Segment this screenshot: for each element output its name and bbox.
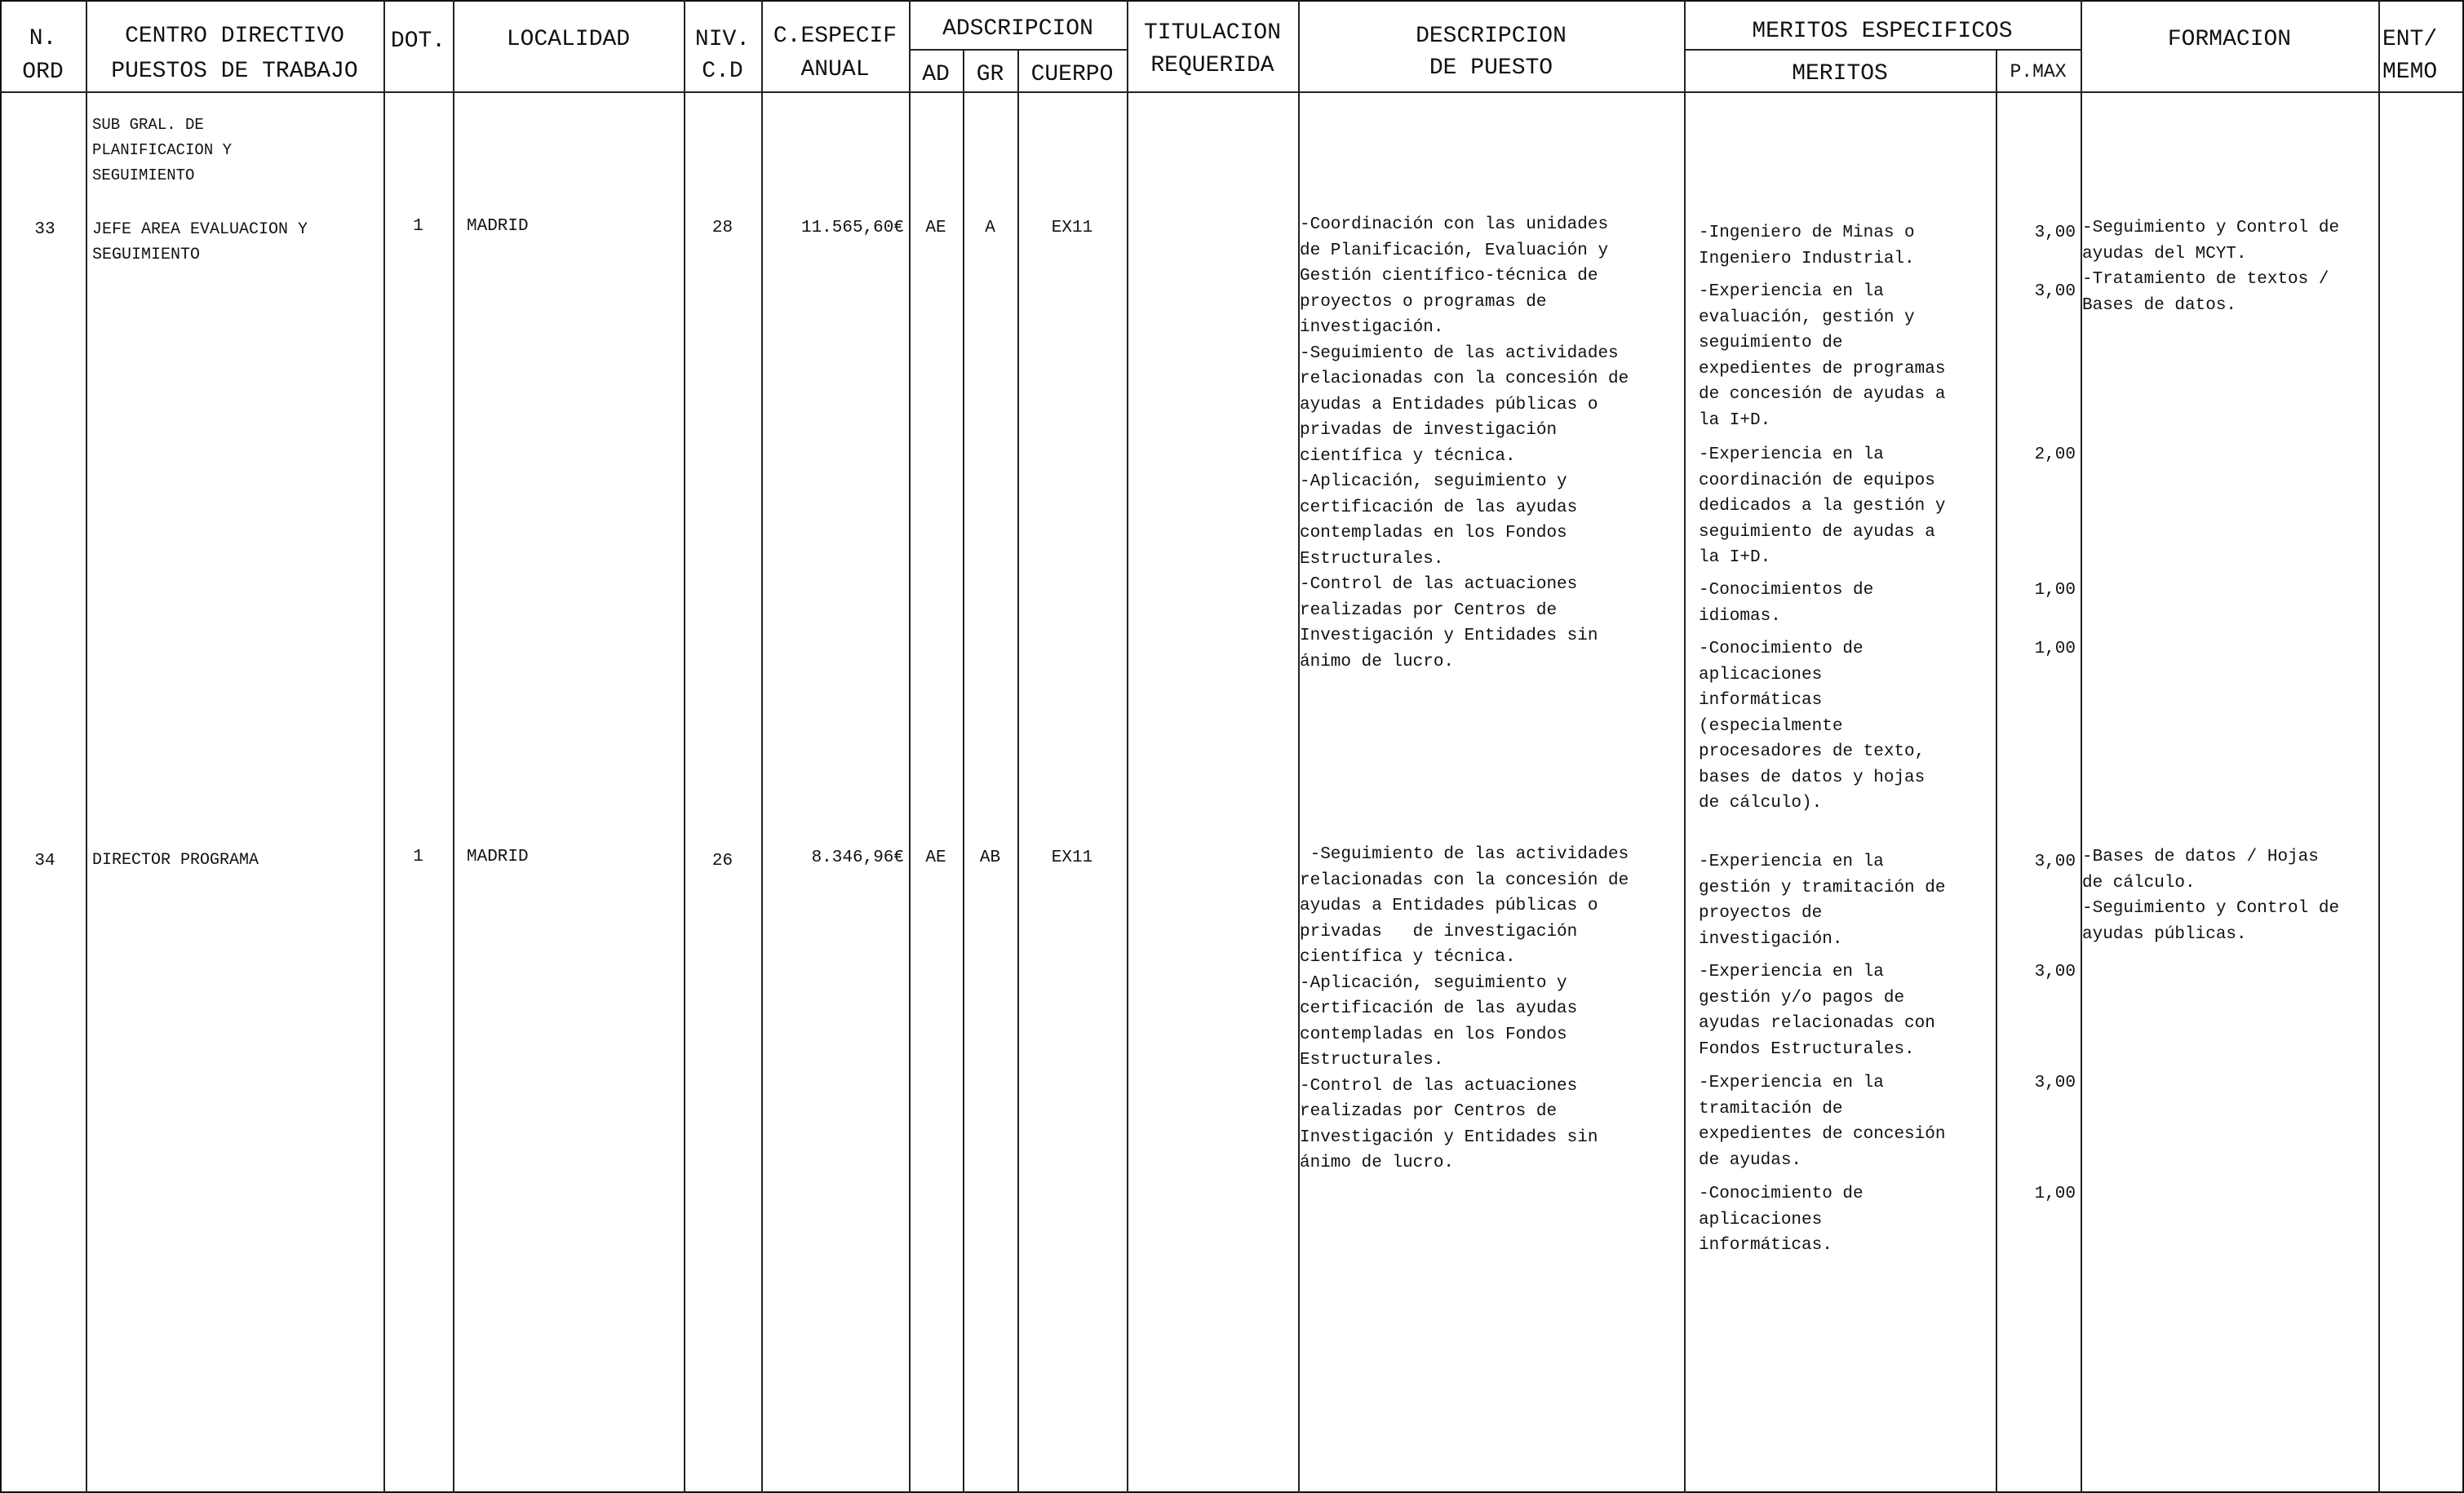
header-n: N. [29,26,57,51]
row-33-cuerpo: EX11 [1051,219,1093,237]
row-33-pmax-1: 3,00 [2034,224,2076,242]
header-centro-directivo: CENTRO DIRECTIVO [125,24,344,49]
header-localidad: LOCALIDAD [506,27,631,52]
header-divider [1684,49,2081,51]
col-divider [963,49,964,1493]
col-divider [1127,0,1128,1493]
row-33-ad: AE [925,219,946,237]
col-divider [1996,49,1997,1493]
header-requerida: REQUERIDA [1150,53,1274,78]
row-33-puesto: JEFE AREA EVALUACION Y SEGUIMIENTO [92,220,308,264]
row-33-pmax-4: 1,00 [2034,581,2076,600]
row-33-ord: 33 [34,220,55,239]
row-34-puesto: DIRECTOR PROGRAMA [92,851,259,870]
row-33-dot: 1 [413,217,423,236]
col-divider [2378,0,2380,1493]
row-34-nivel: 26 [711,852,733,871]
row-33-gr: A [985,219,995,237]
header-meritos: MERITOS [1792,61,1888,86]
row-33-merito-2: -Experiencia en la evaluación, gestión y seguimiento de expedientes de programas de concesión de ayudas a la I+D. [1699,282,1946,430]
header-descripcion: DESCRIPCION [1416,24,1567,49]
header-ad: AD [922,62,950,87]
row-34-formacion-2: -Seguimiento y Control de ayudas públicas. [2082,899,2340,944]
row-34-pmax-2: 3,00 [2034,963,2076,981]
header-cuerpo: CUERPO [1030,62,1114,87]
row-33-pmax-2: 3,00 [2034,282,2076,301]
row-34-pmax-1: 3,00 [2034,853,2076,871]
section-title: SUB GRAL. DE PLANIFICACION Y SEGUIMIENTO [92,116,233,184]
header-divider [909,49,1127,51]
col-divider [1017,49,1019,1493]
col-divider [1684,0,1686,1493]
row-34-descripcion: -Seguimiento de las actividades relacionadas con la concesión de ayudas a Entidades públicas o privadas de investigación científica y técnica. -Aplicación, seguimiento y certificación de las ayudas contempladas en los Fondos Estructurales. -Control de las actuaciones realizadas por Centros de Investigación y Entidades sin ánimo de lucro. [1300,845,1629,1172]
row-33-formacion-1: -Seguimiento y Control de ayudas del MCYT. [2082,219,2340,264]
row-34-merito-4: -Conocimiento de aplicaciones informáticas. [1699,1185,1864,1255]
row-34-formacion-1: -Bases de datos / Hojas de cálculo. [2082,848,2319,893]
row-33-pmax-5: 1,00 [2034,640,2076,658]
row-33-formacion-2: -Tratamiento de textos / Bases de datos. [2082,270,2329,315]
row-34-gr: AB [979,848,1001,867]
header-dot: DOT. [390,29,446,54]
header-formacion: FORMACION [2167,27,2292,52]
row-34-merito-3: -Experiencia en la tramitación de expedientes de concesión de ayudas. [1699,1074,1946,1170]
row-34-cuerpo: EX11 [1051,848,1093,867]
row-33-merito-3: -Experiencia en la coordinación de equipos dedicados a la gestión y seguimiento de ayudas a la I+D. [1699,445,1946,567]
header-memo: MEMO [2382,60,2438,85]
row-34-pmax-4: 1,00 [2034,1185,2076,1203]
header-meritos-especificos: MERITOS ESPECIFICOS [1752,19,2013,44]
row-34-localidad: MADRID [467,848,529,866]
row-33-localidad: MADRID [467,217,529,236]
row-34-pmax-3: 3,00 [2034,1074,2076,1092]
header-ord: ORD [22,60,64,85]
header-bottom-line [0,91,2462,93]
row-34-ad: AE [925,848,946,867]
header-puestos-de-trabajo: PUESTOS DE TRABAJO [111,59,358,84]
header-de-puesto: DE PUESTO [1429,55,1553,81]
header-niv: NIV. [694,27,751,52]
header-adscripcion: ADSCRIPCION [942,16,1093,42]
header-cd: C.D [702,59,743,84]
row-33-nivel: 28 [711,219,733,237]
col-divider [453,0,454,1493]
row-33-merito-4: -Conocimientos de idiomas. [1699,581,1874,626]
header-gr: GR [976,62,1004,87]
header-titulacion: TITULACION [1143,20,1282,46]
header-ent: ENT/ [2382,27,2438,52]
row-33-pmax-3: 2,00 [2034,445,2076,464]
header-cespecif: C.ESPECIF [773,24,897,49]
row-34-merito-2: -Experiencia en la gestión y/o pagos de ayudas relacionadas con Fondos Estructurales. [1699,963,1935,1059]
row-33-descripcion: -Coordinación con las unidades de Planificación, Evaluación y Gestión científico-técnica de proyectos o programas de investigación. -Seguimiento de las actividades relacionadas con la concesión de ayudas a Entidades públicas o privadas de investigación científica y técnica. -Aplicación, seguimiento y certificación de las ayudas contempladas en los Fondos Estructurales. -Control de las actuaciones realizadas por Centros de Investigación y Entidades sin ánimo de lucro. [1300,215,1629,671]
row-34-ord: 34 [34,852,55,871]
header-pmax: P.MAX [2010,61,2067,82]
row-33-merito-5: -Conocimiento de aplicaciones informáticas (especialmente procesadores de texto, bases de datos y hojas de cálculo). [1699,640,1926,813]
header-anual: ANUAL [800,57,870,82]
row-33-merito-1: -Ingeniero de Minas o Ingeniero Industrial. [1699,224,1915,268]
row-33-complemento: 11.565,60€ [800,219,904,237]
row-34-complemento: 8.346,96€ [811,848,904,867]
row-34-dot: 1 [413,848,423,866]
row-34-merito-1: -Experiencia en la gestión y tramitación de proyectos de investigación. [1699,853,1946,949]
